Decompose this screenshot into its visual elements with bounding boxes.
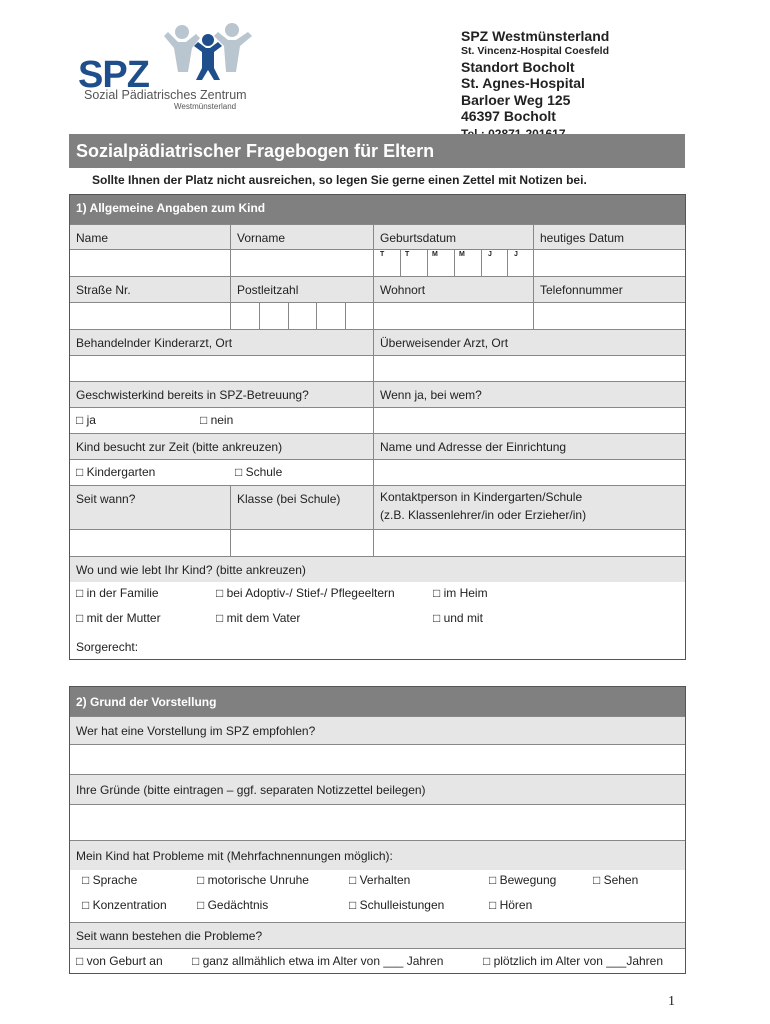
label-einrichtung: Name und Adresse der Einrichtung <box>373 434 685 459</box>
checkbox-geburt[interactable]: □ von Geburt an <box>76 954 163 968</box>
spz-logo <box>78 26 258 114</box>
label-name: Name <box>76 231 109 245</box>
checkbox-schule[interactable]: □ Schule <box>235 465 283 479</box>
label-empfohlen: Wer hat eine Vorstellung im SPZ empfohlen? <box>76 724 316 738</box>
date-box-m1[interactable] <box>427 250 454 276</box>
checkbox-kindergarten[interactable]: □ Kindergarten <box>76 465 156 479</box>
gruende-field[interactable] <box>70 804 685 840</box>
date-box-j2[interactable] <box>507 250 533 276</box>
date-letter: T <box>405 251 410 258</box>
checkbox-bewegung[interactable]: □ Bewegung <box>489 873 557 887</box>
checkbox-allmaehlich[interactable]: □ ganz allmählich etwa im Alter von ___ Jahren <box>192 954 444 968</box>
labels-row-address <box>70 276 685 302</box>
kinderarzt-field[interactable] <box>70 356 373 381</box>
checkbox-familie[interactable]: □ in der Familie <box>76 586 159 600</box>
street: Barloer Weg 125 <box>461 91 571 108</box>
label-seit: Seit wann? <box>76 492 136 506</box>
label-kontakt-line1: Kontaktperson in Kindergarten/Schule <box>380 490 583 504</box>
label-strasse: Straße Nr. <box>76 283 131 297</box>
checkbox-schulleistungen[interactable]: □ Schulleistungen <box>349 898 445 912</box>
labels-row-living <box>70 556 685 582</box>
plz-box[interactable] <box>288 303 316 329</box>
name-field[interactable] <box>70 250 230 276</box>
logo-brand: SPZ <box>78 54 149 96</box>
checkbox-undmit[interactable]: □ und mit <box>433 611 483 625</box>
input-row-sibling <box>70 407 685 433</box>
wennja-field[interactable] <box>373 408 685 433</box>
section-header-label: 2) Grund der Vorstellung <box>76 695 217 709</box>
section-general-info <box>69 194 686 660</box>
instruction-note: Sollte Ihnen der Platz nicht ausreichen, so legen Sie gerne einen Zettel mit Notizen bei. <box>92 173 587 187</box>
section-reason <box>69 686 686 974</box>
checkbox-mutter[interactable]: □ mit der Mutter <box>76 611 161 625</box>
date-box-j1[interactable] <box>481 250 507 276</box>
label-telefon: Telefonnummer <box>533 277 685 302</box>
label-lebt: Wo und wie lebt Ihr Kind? (bitte ankreuzen) <box>76 563 306 577</box>
label-row-since <box>70 922 685 948</box>
telefon-field[interactable] <box>533 303 685 329</box>
date-letter: J <box>514 251 518 258</box>
seit-field[interactable] <box>70 530 230 556</box>
checkbox-nein[interactable]: □ nein <box>200 413 234 427</box>
label-kontakt-line2: (z.B. Klassenlehrer/in oder Erzieher/in) <box>380 508 587 522</box>
checkbox-unruhe[interactable]: □ motorische Unruhe <box>197 873 309 887</box>
label-ueberweisend: Überweisender Arzt, Ort <box>373 330 685 355</box>
checkbox-sehen[interactable]: □ Sehen <box>593 873 639 887</box>
address-block <box>461 28 609 141</box>
heute-field[interactable] <box>533 250 685 276</box>
checkbox-gedaechtnis[interactable]: □ Gedächtnis <box>197 898 269 912</box>
date-box-t1[interactable] <box>373 250 400 276</box>
org-name: SPZ Westmünsterland <box>461 28 610 44</box>
input-row-address[interactable] <box>70 302 685 329</box>
logo-subtitle: Sozial Pädiatrisches Zentrum <box>84 88 247 102</box>
section-header <box>70 195 685 224</box>
section-header-label: 1) Allgemeine Angaben zum Kind <box>76 201 266 215</box>
label-sorgerecht: Sorgerecht: <box>76 640 139 654</box>
labels-row-institution <box>70 433 685 459</box>
label-gruende: Ihre Gründe (bitte eintragen – ggf. separaten Notizzettel beilegen) <box>76 783 426 797</box>
hospital-name: St. Vincenz-Hospital Coesfeld <box>461 44 609 57</box>
labels-row-contact <box>70 485 685 529</box>
date-letter: M <box>432 251 438 258</box>
label-probleme: Mein Kind hat Probleme mit (Mehrfachnennungen möglich): <box>76 849 393 863</box>
custody-row[interactable] <box>70 634 685 660</box>
date-box-t2[interactable] <box>400 250 427 276</box>
checkbox-hoeren[interactable]: □ Hören <box>489 898 533 912</box>
labels-row-sibling <box>70 381 685 407</box>
checkbox-adoptiv[interactable]: □ bei Adoptiv-/ Stief-/ Pflegeeltern <box>216 586 395 600</box>
city: 46397 Bocholt <box>461 108 556 125</box>
label-plz: Postleitzahl <box>230 277 373 302</box>
plz-box[interactable] <box>259 303 288 329</box>
date-letter: J <box>488 251 492 258</box>
label-seitwann: Seit wann bestehen die Probleme? <box>76 929 263 943</box>
page-title: Sozialpädiatrischer Fragebogen für Eltern <box>69 134 685 168</box>
empfohlen-field[interactable] <box>70 744 685 774</box>
label-kinderarzt: Behandelnder Kinderarzt, Ort <box>76 336 233 350</box>
label-wennja: Wenn ja, bei wem? <box>373 382 685 407</box>
logo-region: Westmünsterland <box>174 102 237 111</box>
date-box-m2[interactable] <box>454 250 481 276</box>
wohnort-field[interactable] <box>373 303 533 329</box>
klasse-field[interactable] <box>230 530 373 556</box>
checkbox-heim[interactable]: □ im Heim <box>433 586 488 600</box>
labels-row-doctor <box>70 329 685 355</box>
einrichtung-field[interactable] <box>373 460 685 485</box>
checkbox-vater[interactable]: □ mit dem Vater <box>216 611 301 625</box>
date-letter: M <box>459 251 465 258</box>
problem-options <box>70 870 685 922</box>
label-geburtsdatum: Geburtsdatum <box>373 225 533 249</box>
label-wohnort: Wohnort <box>373 277 533 302</box>
since-options <box>70 948 685 974</box>
plz-box[interactable] <box>230 303 259 329</box>
input-row-doctor[interactable] <box>70 355 685 381</box>
living-options <box>70 582 685 634</box>
checkbox-verhalten[interactable]: □ Verhalten <box>349 873 411 887</box>
input-row-name[interactable] <box>70 249 685 276</box>
label-besucht: Kind besucht zur Zeit (bitte ankreuzen) <box>76 440 283 454</box>
label-row-recommended <box>70 716 685 744</box>
input-row-contact[interactable] <box>70 529 685 556</box>
section-header <box>70 687 685 716</box>
plz-box[interactable] <box>316 303 345 329</box>
label-heute: heutiges Datum <box>533 225 685 249</box>
checkbox-ja[interactable]: □ ja <box>76 413 96 427</box>
site-hospital: St. Agnes-Hospital <box>461 75 585 92</box>
strasse-field[interactable] <box>70 303 230 329</box>
label-kontakt <box>373 486 685 529</box>
site-name: Standort Bocholt <box>461 58 575 75</box>
label-row-reasons <box>70 774 685 804</box>
checkbox-ploetzlich[interactable]: □ plötzlich im Alter von ___Jahren <box>483 954 664 968</box>
page-number: 1 <box>668 994 675 1009</box>
ueberweisend-field[interactable] <box>373 356 685 381</box>
label-geschwister: Geschwisterkind bereits in SPZ-Betreuung? <box>76 388 309 402</box>
labels-row-name <box>70 224 685 249</box>
input-row-institution <box>70 459 685 485</box>
checkbox-konzentration[interactable]: □ Konzentration <box>82 898 167 912</box>
plz-box[interactable] <box>345 303 373 329</box>
checkbox-sprache[interactable]: □ Sprache <box>82 873 138 887</box>
label-row-problems <box>70 840 685 870</box>
date-letter: T <box>380 251 385 258</box>
label-vorname: Vorname <box>230 225 373 249</box>
label-klasse: Klasse (bei Schule) <box>230 486 373 529</box>
kontakt-field[interactable] <box>373 530 685 556</box>
vorname-field[interactable] <box>230 250 373 276</box>
